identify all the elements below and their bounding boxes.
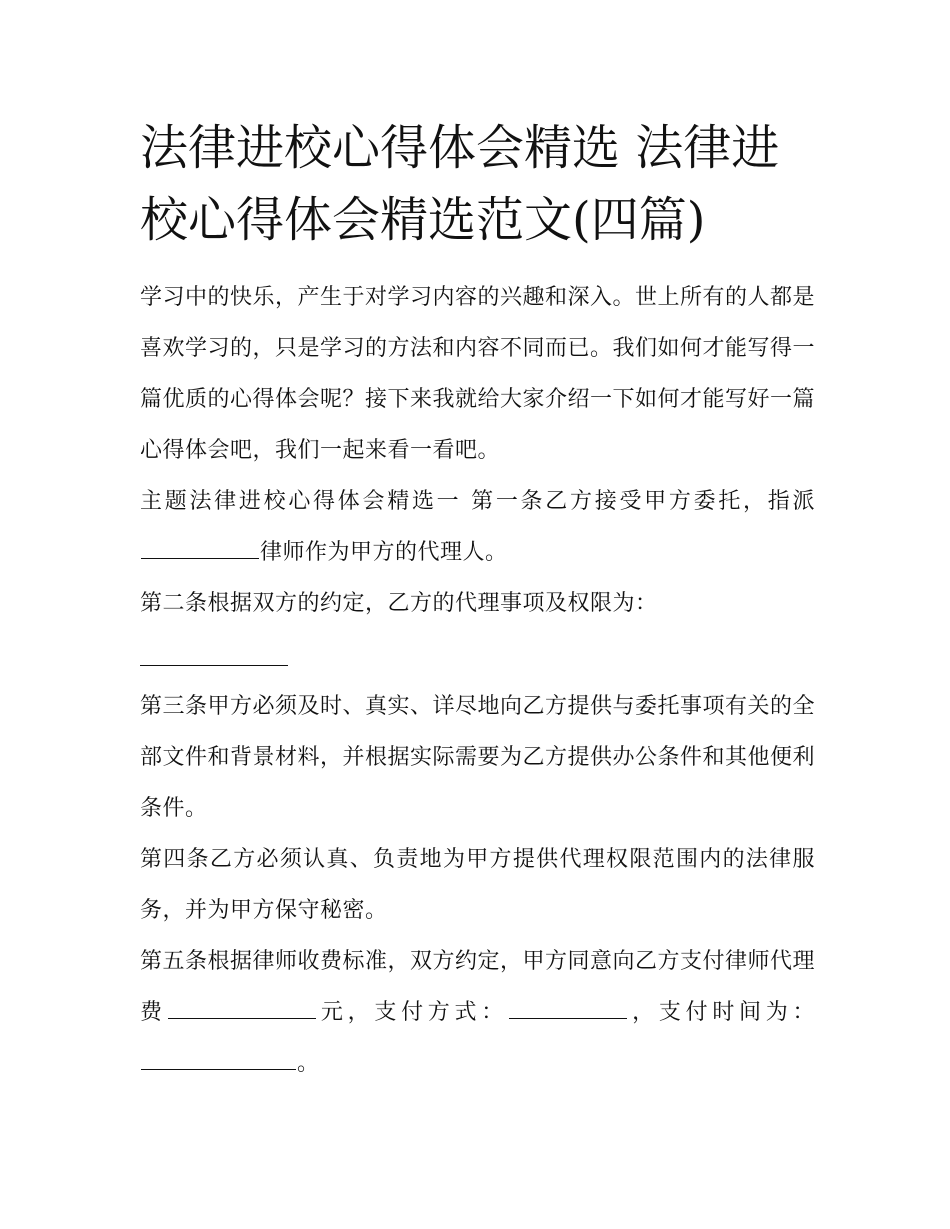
payment-method-blank	[509, 988, 627, 1019]
article-1-text: 主题法律进校心得体会精选一 第一条乙方接受甲方委托，指派	[140, 489, 815, 514]
document-page	[140, 112, 815, 1089]
article-5-text-3: ，支付时间为：	[627, 1000, 815, 1025]
article-2: 第二条根据双方的约定，乙方的代理事项及权限为：	[140, 591, 658, 616]
lawyer-name-blank	[141, 528, 259, 559]
article-1-text-end: 律师作为甲方的代理人。	[260, 540, 508, 565]
payment-time-blank	[141, 1039, 296, 1070]
article-4: 第四条乙方必须认真、负责地为甲方提供代理权限范围内的法律服务，并为甲方保守秘密。	[140, 847, 815, 923]
article-5-text: 第五条根据律师收费标准，双方约定，甲方同意向乙方支付律师代理费	[140, 949, 816, 1025]
intro-paragraph: 学习中的快乐，产生于对学习内容的兴趣和深入。世上所有的人都是喜欢学习的，只是学习的方法和内容不同而已。我们如何才能写得一篇优质的心得体会呢？接下来我就给大家介绍一下如何才能写好一篇心得体会吧，我们一起来看一看吧。	[140, 285, 816, 463]
article-5-text-2: 元，支付方式：	[316, 1000, 508, 1025]
article-5	[140, 936, 815, 1089]
article-5-text-4: 。	[297, 1051, 320, 1076]
article-3: 第三条甲方必须及时、真实、详尽地向乙方提供与委托事项有关的全部文件和背景材料，并根据实际需要为乙方提供办公条件和其他便利条件。	[140, 694, 816, 821]
article-1	[140, 476, 815, 578]
fee-amount-blank	[168, 988, 316, 1019]
agency-scope-blank	[140, 629, 288, 666]
document-title: 法律进校心得体会精选 法律进校心得体会精选范文(四篇)	[140, 120, 780, 248]
